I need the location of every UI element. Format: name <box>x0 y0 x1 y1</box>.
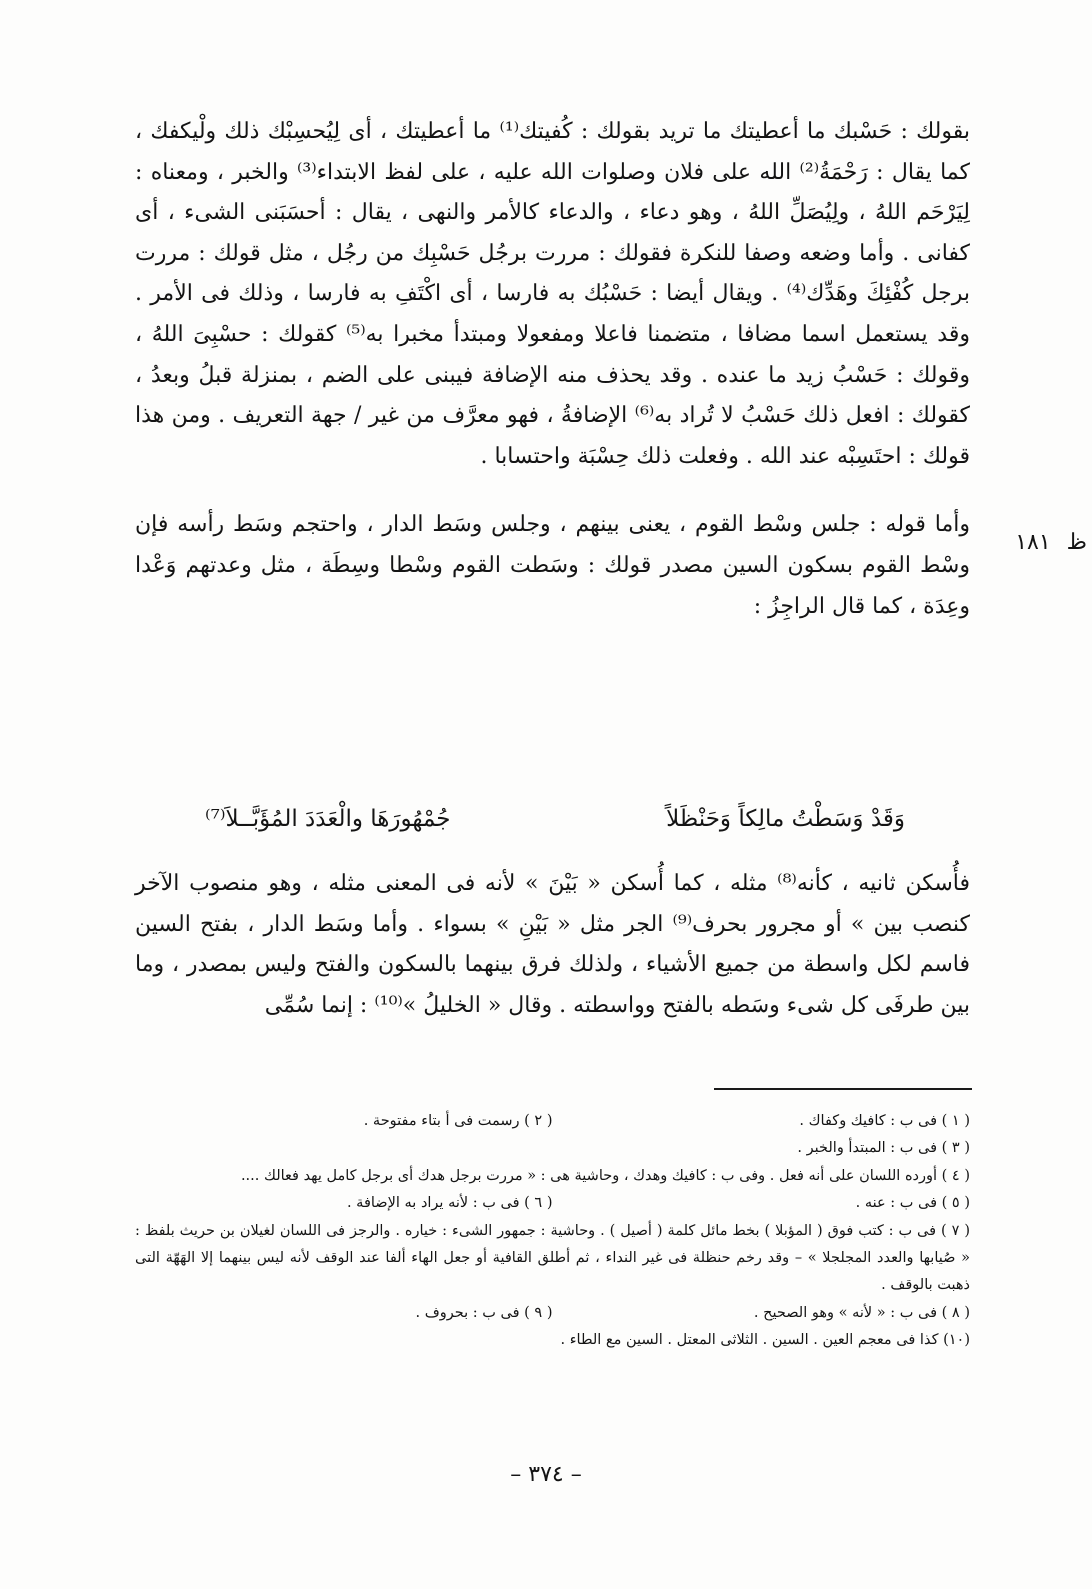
footnote-9: ( ٩ ) فى ب : بحروف . <box>415 1304 553 1321</box>
footnote-3: ( ٣ ) فى ب : المبتدأ والخبر . <box>797 1140 970 1157</box>
paragraph: بقولك : حَسْبك ما أعطيتك ما تريد بقولك : كُفيتك⁽¹⁾ ما أعطيتك ، أى لِيُحسِبْك ذلك ولْيكفك ، كما يقال : رَحْمَةُ⁽²⁾ الله على فلان وصلوات الله عليه ، على لفظ الابتداء⁽³⁾ والخبر ، ومعناه : لِيَرْحَم اللهُ ، ولِيُصَلِّ اللهُ ، وهو دعاء ، والدعاء كالأمر والنهى ، يقال : أحسَبَنى الشىء ، أى كفانى . وأما وضعه وصفا للنكرة فقولك : مررت برجُل حَسْبِك من رجُل ، مثل قولك : مررت برجل كُفْئِكَ وهَدِّك⁽⁴⁾ . ويقال أيضا : حَسْبُك به فارسا ، أى اكْتَفِ به فارسا ، وذلك فى الأمر . وقد يستعمل اسما مضافا ، متضمنا فاعلا ومفعولا ومبتدأ مخبرا به⁽⁵⁾ كقولك : حسْبِىَ اللهُ ، وقولك : حَسْبُ زيد ما عنده . وقد يحذف منه الإضافة فيبنى على الضم ، بمنزلة قبلُ وبعدُ ، كقولك : افعل ذلك حَسْبُ لا تُراد به⁽⁶⁾ الإضافةُ ، فهو معرَّف من غير / جهة التعريف . ومن هذا قولك : احتَسِبْه عند الله . وفعلت ذلك حِسْبَة واحتسابا . <box>135 119 971 469</box>
main-text <box>135 112 970 627</box>
footnote-row <box>135 1108 970 1135</box>
footnote-7: ( ٧ ) فى ب : كتب فوق ( المؤبلا ) بخط مائل كلمة ( أصيل ) . وحاشية : جمهور الشىء : خياره . والرجز فى اللسان لغيلان بن حريث بلفظ : « صُيابها والعدد المجلجلا » – وقد رخم حنظلة فى غير النداء ، ثم أطلق القافية أو جعل الهاء ألفا عند الوقف لأنه ليس بينهما إلا الهَهّة التى ذهبت بالوقف . <box>135 1222 970 1294</box>
footnote-5: ( ٥ ) فى ب : عنه . <box>855 1195 970 1212</box>
footnote-row <box>135 1190 970 1217</box>
page-number: – ٣٧٤ – <box>510 1462 582 1487</box>
footnote-row <box>135 1300 970 1327</box>
footnote-4: ( ٤ ) أورده اللسان على أنه فعل . وفى ب : كافيك وهدك ، وحاشية هى : « مررت برجل هدك أى برجل كامل يهد فعالك .... <box>240 1167 970 1184</box>
footnote-divider <box>714 1088 972 1090</box>
verse-first-hemistich: وَقَدْ وَسَطْتُ مالِكاً وَحَنْظَلاً <box>666 806 905 832</box>
footnotes <box>135 1108 970 1355</box>
folio-number: ١٨١ <box>1015 530 1051 555</box>
verse-second-hemistich: جُمْهُورَهَا والْعَدَدَ المُؤَبَّــلاَ⁽⁷⁾ <box>205 806 451 832</box>
footnote-10: (١٠) كذا فى معجم العين . السين . الثلاثى المعتل . السين مع الطاء . <box>560 1332 970 1349</box>
paragraph: وأما قوله : جلس وسْط القوم ، يعنى بينهم ، وجلس وسَط الدار ، واحتجم وسَط رأسه فإن وسْط القوم بسكون السين مصدر قولك : وسَطت القوم وسْطا وسِطَة ، مثل وعدتهم وَعْدا وعِدَة ، كما قال الراجِزُ : <box>135 512 970 619</box>
folio-marker-letter: ظ <box>1066 530 1087 555</box>
footnote-2: ( ٢ ) رسمت فى أ بتاء مفتوحة . <box>363 1113 553 1129</box>
footnote-6: ( ٦ ) فى ب : لأنه يراد به الإضافة . <box>346 1195 553 1212</box>
footnote-1: ( ١ ) فى ب : كافيك وكفاك . <box>799 1113 970 1129</box>
footnote-8: ( ٨ ) فى ب : « لأنه » وهو الصحيح . <box>753 1304 970 1321</box>
main-text-continued <box>135 864 970 1026</box>
paragraph: فأُسكن ثانيه ، كأنه⁽⁸⁾ مثله ، كما أُسكن « بَيْنَ » لأنه فى المعنى مثله ، وهو منصوب الآخر كنصب بين » أو مجرور بحرف⁽⁹⁾ الجر مثل « بَيْنِ » بسواء . وأما وسَط الدار ، بفتح السين فاسم لكل واسطة من جميع الأشياء ، ولذلك فرق بينهما بالسكون والفتح وليس بمصدر ، وما بين طرفَى كل شىء وسَطه بالفتح وواسطته . وقال « الخليلُ »⁽¹⁰⁾ : إنما سُمِّى <box>135 871 970 1018</box>
verse-line <box>205 806 905 832</box>
folio-marker <box>995 530 1087 555</box>
